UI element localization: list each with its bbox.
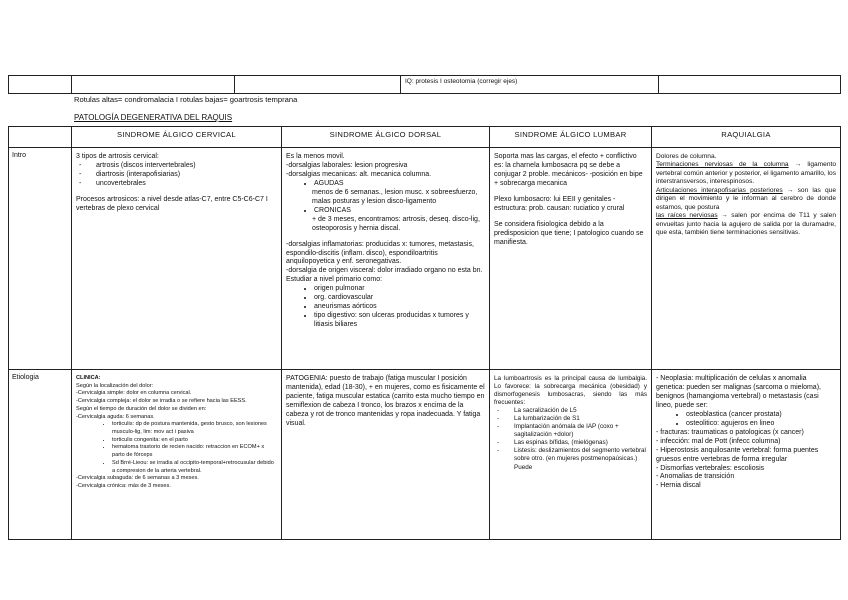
list-item: - uncovertebrales [76,180,277,189]
list-item [314,207,485,234]
top-strip-table [8,75,841,94]
list-item: • hematoma trastorio de recien nacido: retraccion en ECOM+ x parto de fórceps [112,444,277,459]
raquialgia-etio-line: - Anomalias de transición [656,473,735,481]
list-item: - Implantación anómala de IAP (coxo + sagitalización +dolor) [494,423,647,439]
cervical-lead: 3 tipos de artrosis cervical: [76,153,159,160]
cervical-types-list [76,162,277,189]
etiologia-cervical-cell [72,370,282,540]
raquialgia-etio-line: - Dismorfias vertebrales: escoliosis [656,464,765,472]
articulaciones-text: → son las que dirigen el movimiento y le informan al cerebro de donde estamos, que postura [656,186,836,211]
dorsal-line-2: -dorsalgias laborales: lesion progresiva [286,161,408,169]
header-row [9,127,841,148]
etiologia-lumbar-cell [490,370,652,540]
header-lumbar: SINDROME ÁLGICO LUMBAR [490,127,652,148]
list-item: • osteolitico: agujeros en lineo [686,420,836,429]
list-item: - diartrosis (interapofisiarias) [76,171,277,180]
main-table [8,126,841,540]
articulaciones-label: Articulaciones interapofisarias posteriores [656,186,783,194]
raices-text: → salen por encima de T11 y salen envueltas junto hacia la agujero de salida por la duramadre, que esta, también tiene terminaciones sensitivas. [656,212,836,236]
agudas-title: AGUDAS [314,179,344,187]
raquialgia-etio-line: - fracturas: traumaticas o patologicas (x cancer) [656,428,804,436]
intro-lumbar-cell [490,148,652,370]
top-strip-row [9,76,841,94]
intro-cervical-cell [72,148,282,370]
list-item: - Listesis: deslizamientos del segmento vertebral sobre otro. (en mujeres postmenopaúsicas.) Puede [494,447,647,471]
clinica-aguda-list [76,421,277,475]
intro-row [9,148,841,370]
top-cell-4: IQ: protesis I osteotomia (corregir ejes) [401,76,659,94]
clinica-line: -Cervicalgia simple: dolor en columna cervical. [76,390,192,397]
list-item: • aneurismas aórticos [314,303,485,312]
lumbar-etiologia-intro: La lumboartrosis es la principal causa de lumbalgia. Lo favorece: la sobrecarga mecánica (obesidad) y dismorfogenesis lumbosacras, siendo las más frecuentes: [494,375,647,407]
header-raquialgia: RAQUIALGIA [652,127,841,148]
header-cervical: SINDROME ÁLGICO CERVICAL [72,127,282,148]
raquialgia-etio-line: - Hernia discal [656,482,701,490]
section-title: PATOLOGÍA DEGENERATIVA DEL RAQUIS [74,113,233,122]
list-item [314,180,485,207]
list-item: • origen pulmonar [314,285,485,294]
intro-label: Intro [9,148,72,370]
list-item: - Las espinas bífidas, (mielógenas) [494,439,647,447]
top-cell-2 [72,76,235,94]
cronicas-title: CRONICAS [314,206,351,214]
top-cell-5 [659,76,841,94]
lumbar-p2: Plexo lumbosacro: lui EEII y genitales -estructura: prob. causan: ruciatico y crural [494,195,625,212]
dorsal-line-1: Es la menos movil. [286,153,345,160]
lumbar-etiologia-list [494,407,647,471]
terminaciones-label: Terminaciones nerviosas de la columna [656,161,789,169]
clinica-line: -Cervicalgia aguda: 6 semanas. [76,413,155,420]
lumbar-p1: Soporta mas las cargas, el efecto + conflictivo es: la charnela lumbosacra pq se debe a conjugar 2 proble. mecánicos- -posición en bipe + sobrecarga mecanica [494,153,643,187]
list-item: - La lumbarización de S1 [494,415,647,423]
header-empty [9,127,72,148]
agudas-text: menos de 6 semanas., lesion musc. x sobreesfuerzo, malas posturas y lesion disco-ligamento [312,188,478,205]
clinica-line: -Cervicalgia subaguda: de 6 semanas a 3 meses. [76,475,199,482]
top-cell-3 [235,76,401,94]
list-item: - La sacralización de L5 [494,407,647,415]
dorsal-visceral: -dorsalgia de origen visceral: dolor irradiado organo no esta bn. Estudiar a nivel primario como: [286,267,483,284]
raquialgia-raices [656,212,836,237]
etiologia-dorsal-cell [282,370,490,540]
etiologia-label: Etiologia [9,370,72,540]
rotulas-note: Rotulas altas= condromalacia I rotulas bajas= goartrosis temprana [74,95,298,104]
clinica-line: Según la localización del dolor: [76,382,154,389]
list-item: • osteoblastica (cancer prostata) [686,411,836,420]
list-item: • torticulis: dp de postura mantenida, gesto brusco, son lesiones musculo-lig, lim: mov act i pasiva [112,421,277,436]
dorsal-visceral-list [286,285,485,330]
etiologia-row [9,370,841,540]
list-item: • org. cardiovascular [314,294,485,303]
list-item: • Sd Brré-Lieou: se irradia al occipito-temporal+retrocusular debido a compresion de la arteria vertebral. [112,460,277,475]
intro-dorsal-cell [282,148,490,370]
lumbar-p3: Se considera fisiologica debido a la predisposicion que tiene; I patologico cuando se manifiesta. [494,220,644,246]
clinica-line: Según el tiempo de duración del dolor se dividen en: [76,405,207,412]
list-item: - artrosis (discos intervertebrales) [76,162,277,171]
cronicas-text: + de 3 meses, encontramos: artrosis, deseq. disco-lig, osteoporosis y hernia discal. [312,215,480,232]
clinica-line: -Cervicalgia compleja: el dolor se irradia o se refiere hacia las EESS. [76,398,247,405]
intro-raquialgia-cell [652,148,841,370]
raquialgia-etio-line: - infección: mal de Pott (infecc columna) [656,437,781,445]
neoplasia-list [656,411,836,429]
dorsal-types-list [286,180,485,234]
clinica-line: -Cervicalgia crónica: más de 3 meses. [76,483,171,490]
raquialgia-terminaciones [656,161,836,186]
raquialgia-articulaciones [656,187,836,212]
top-cell-1 [9,76,72,94]
dorsal-inflam: -dorsalgias inflamatorias: producidas x: tumores, metastasis, espondilo-discitis (inflam. disco), espondiloartritis anquilopoyetica y enf. seronegativas. [286,240,474,266]
raices-label: las raíces nerviosas [656,212,718,220]
etiologia-raquialgia-cell [652,370,841,540]
neoplasia-text: - Neoplasia: multiplicación de celulas x anomalia genetica: pueden ser malignas (sarcoma o mieloma), benignos (hamangioma vertebral) o metastasis (casi lineo, puede ser: [656,375,821,409]
clinica-title: CLINICA: [76,375,101,381]
dorsal-line-3: -dorsalgias mecanicas: alt. mecanica columna. [286,170,432,178]
list-item: • tipo digestivo: son ulceras producidas x tumores y litiasis biliares [314,312,485,330]
raquialgia-line-1: Dolores de columna. [656,153,717,160]
terminaciones-text: → ligamento vertebral común anterior y posterior, el ligamento amarillo, los interstransversos, interespinosos. [656,161,836,186]
cervical-procesos: Procesos artrosicos: a nivel desde atlas-C7, entre C5-C6-C7 I vertebras de plexo cervical [76,195,268,212]
header-dorsal: SINDROME ÁLGICO DORSAL [282,127,490,148]
raquialgia-etio-line: - Hiperostosis anquilosante vertebral: forma puentes gruesos entre vertebras de forma irregular [656,446,819,463]
list-item: • torticulis congenita: en el parto [112,437,277,445]
patogenia-text: PATOGENIA: puesto de trabajo (fatiga muscular I posición mantenida), edad (18-30), + en mujeres, como es fisicamente el paciente, fatiga muscular estatica (carrito esta mucho tiempo en semiflexion de cabeza I tronco, los brazos x encima de la cabeza y rot de tronco mantenidas y ropa inadecuada. Y fatiga visual. [286,375,485,427]
